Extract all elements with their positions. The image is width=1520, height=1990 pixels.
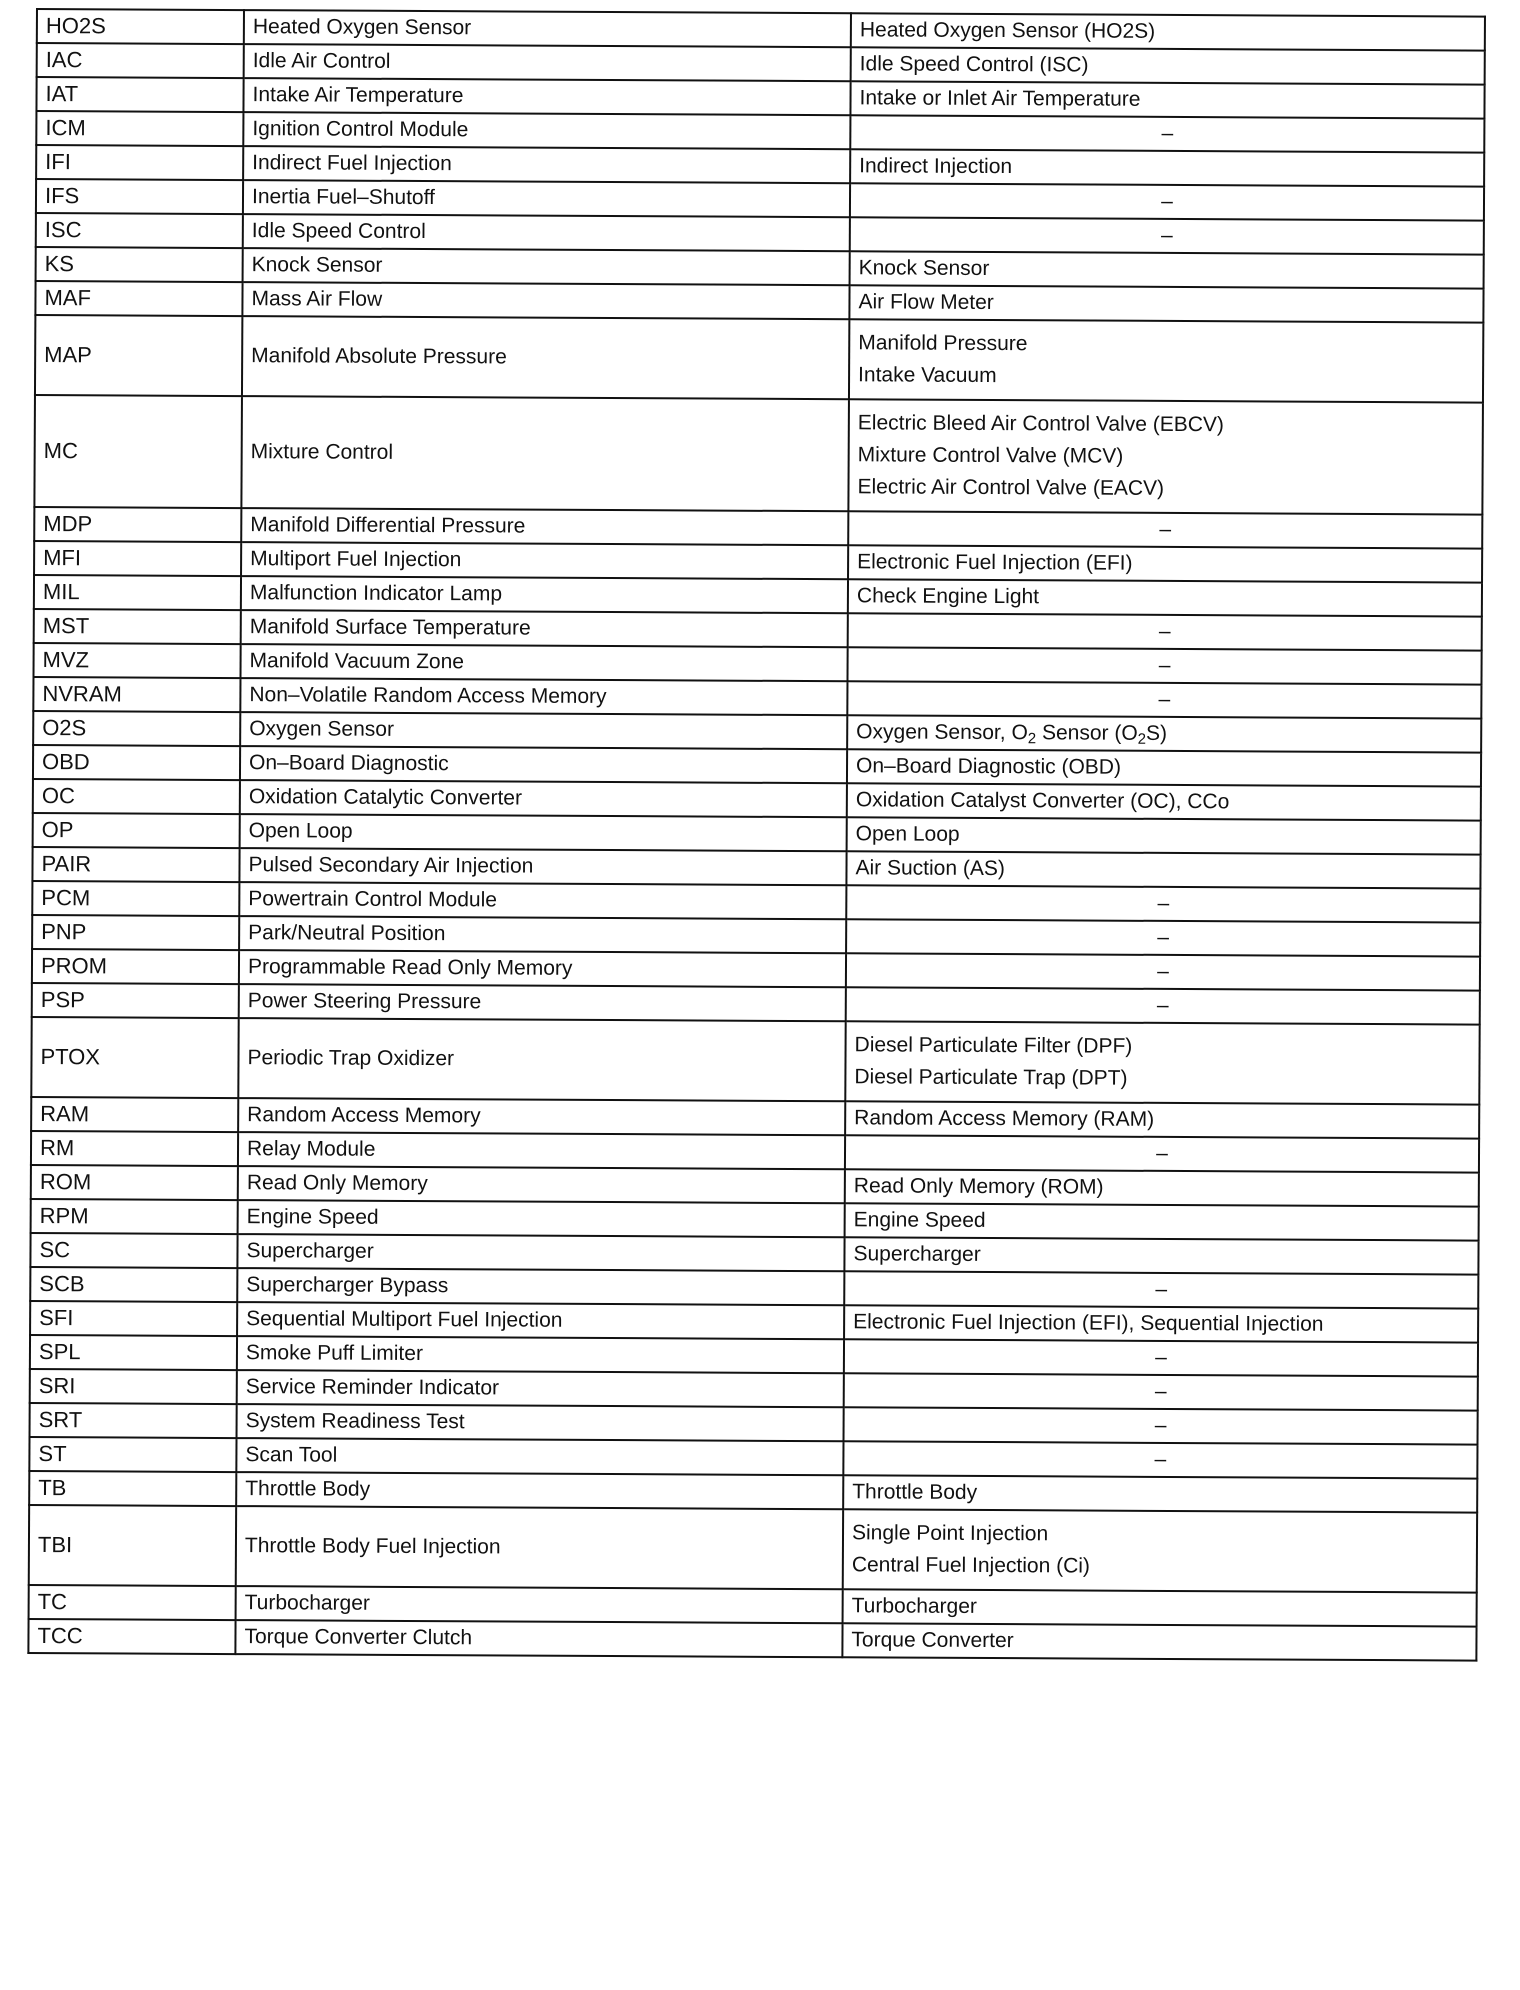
abbreviation-text: SRT (38, 1407, 83, 1433)
equivalent-text: – (1155, 1345, 1167, 1369)
abbreviation-text: TBI (37, 1532, 73, 1558)
abbreviation-cell (32, 949, 239, 984)
abbreviation-text: MAP (44, 342, 92, 368)
abbreviation-text: ISC (44, 217, 82, 243)
abbreviation-text: O2S (42, 715, 87, 741)
equivalent-cell (851, 13, 1485, 50)
equivalent-cell (844, 1271, 1478, 1308)
equivalent-cell (847, 749, 1481, 786)
equivalent-cell (845, 1101, 1479, 1138)
abbreviation-cell (31, 1017, 238, 1098)
term-text: Service Reminder Indicator (245, 1375, 500, 1400)
equivalent-text: Oxidation Catalyst Converter (OC), CCo (855, 788, 1230, 814)
equivalent-text: – (1157, 891, 1170, 915)
abbreviation-text: IFS (44, 183, 80, 209)
abbreviation-text: IFI (45, 149, 71, 175)
term-text: Relay Module (246, 1137, 376, 1161)
abbreviation-cell (36, 247, 243, 282)
term-cell (239, 916, 846, 953)
equivalent-text: Torque Converter (851, 1628, 1014, 1653)
equivalent-text: Indirect Injection (859, 154, 1013, 179)
abbreviation-cell (30, 1301, 237, 1336)
term-cell (240, 644, 847, 681)
abbreviation-cell (30, 1267, 237, 1302)
abbreviation-cell (30, 1369, 237, 1404)
equivalent-cell (846, 851, 1480, 888)
abbreviation-text: PROM (40, 953, 108, 979)
abbreviation-text: MAF (44, 285, 92, 311)
term-text: On–Board Diagnostic (248, 751, 449, 776)
term-text: Idle Speed Control (251, 219, 426, 244)
equivalent-cell (843, 1589, 1477, 1626)
term-cell (243, 248, 850, 285)
equivalent-text: Electronic Fuel Injection (EFI) (857, 550, 1133, 575)
equivalent-text: Electronic Fuel Injection (EFI), Sequential Injection (853, 1310, 1324, 1336)
abbreviation-text: HO2S (45, 13, 106, 39)
abbreviation-text: SRI (38, 1373, 76, 1399)
equivalent-text: – (1156, 993, 1169, 1017)
equivalent-text: – (1161, 121, 1174, 145)
term-cell (239, 950, 846, 987)
abbreviation-cell (31, 1131, 238, 1166)
abbreviation-text: SFI (39, 1305, 74, 1331)
abbreviation-cell (37, 9, 244, 44)
term-cell (244, 10, 851, 47)
term-text: Oxygen Sensor (249, 717, 395, 741)
term-cell (237, 1234, 844, 1271)
equivalent-text: Diesel Particulate Trap (DPT) (854, 1065, 1128, 1090)
abbreviation-cell (29, 1505, 236, 1586)
equivalent-cell (850, 251, 1484, 288)
equivalent-text: Mixture Control Valve (MCV) (857, 443, 1124, 468)
abbreviation-cell (35, 315, 242, 396)
term-text: Indirect Fuel Injection (252, 151, 452, 176)
equivalent-cell (844, 1305, 1478, 1342)
equivalent-cell (849, 319, 1483, 402)
term-text: Turbocharger (244, 1591, 371, 1615)
term-cell (241, 576, 848, 613)
term-text: Knock Sensor (251, 253, 383, 277)
equivalent-text: – (1161, 189, 1173, 213)
abbreviation-text: RM (39, 1135, 75, 1161)
term-cell (238, 1166, 845, 1203)
term-text: Manifold Differential Pressure (250, 513, 526, 538)
term-cell (243, 112, 850, 149)
term-cell (237, 1370, 844, 1407)
term-cell (237, 1302, 844, 1339)
abbreviation-cell (37, 43, 244, 78)
abbreviation-text: ST (38, 1441, 67, 1467)
term-cell (243, 146, 850, 183)
term-text: Park/Neutral Position (248, 921, 446, 946)
equivalent-cell (848, 613, 1482, 650)
term-text: Random Access Memory (247, 1103, 481, 1128)
term-cell (236, 1586, 843, 1623)
equivalent-text: – (1154, 1447, 1167, 1471)
abbreviation-cell (33, 677, 240, 712)
abbreviation-text: SCB (39, 1271, 85, 1297)
abbreviation-text: OC (41, 783, 75, 809)
equivalent-text: Intake or Inlet Air Temperature (859, 86, 1141, 111)
abbreviation-cell (34, 609, 241, 644)
abbreviation-cell (32, 847, 239, 882)
equivalent-cell (848, 399, 1483, 514)
equivalent-text: Throttle Body (852, 1480, 978, 1504)
term-text: Pulsed Secondary Air Injection (248, 853, 534, 878)
equivalent-text: Air Suction (AS) (855, 856, 1005, 881)
term-text: Sequential Multiport Fuel Injection (246, 1307, 563, 1332)
abbreviation-cell (36, 145, 243, 180)
equivalent-cell (846, 953, 1480, 990)
abbreviation-text: PTOX (40, 1044, 101, 1070)
abbreviation-cell (34, 541, 241, 576)
term-cell (242, 316, 849, 399)
abbreviation-text: MC (43, 438, 78, 464)
term-cell (242, 282, 849, 319)
equivalent-text: – (1156, 1141, 1168, 1165)
term-text: Malfunction Indicator Lamp (249, 581, 503, 606)
equivalent-cell (849, 285, 1483, 322)
equivalent-text: Random Access Memory (RAM) (854, 1106, 1155, 1131)
term-text: Heated Oxygen Sensor (252, 15, 472, 40)
abbreviation-cell (34, 395, 242, 508)
abbreviation-text: IAC (45, 47, 83, 73)
abbreviation-text: TC (37, 1589, 68, 1615)
equivalent-text: – (1158, 653, 1171, 677)
equivalent-cell (845, 1021, 1479, 1104)
abbreviation-text: MIL (42, 579, 80, 605)
term-text: Read Only Memory (246, 1171, 428, 1196)
term-cell (240, 712, 847, 749)
abbreviation-text: IAT (45, 81, 79, 107)
term-cell (240, 678, 847, 715)
equivalent-cell (851, 47, 1485, 84)
equivalent-text: Idle Speed Control (ISC) (859, 52, 1089, 77)
abbreviation-cell (36, 179, 243, 214)
term-cell (240, 814, 847, 851)
equivalent-text: Intake Vacuum (858, 363, 997, 388)
abbreviation-cell (30, 1403, 237, 1438)
abbreviation-text: MDP (43, 511, 93, 537)
abbreviation-cell (34, 507, 241, 542)
abbreviation-text: RPM (39, 1203, 89, 1229)
equivalent-cell (844, 1373, 1478, 1410)
term-cell (236, 1472, 843, 1509)
equivalent-text: – (1160, 223, 1173, 247)
abbreviation-text: PCM (41, 885, 91, 911)
equivalent-cell (844, 1237, 1478, 1274)
equivalent-cell (848, 545, 1482, 582)
table-body (28, 9, 1485, 1661)
term-cell (240, 746, 847, 783)
term-cell (243, 180, 850, 217)
abbreviation-cell (29, 1471, 236, 1506)
abbreviation-cell (28, 1619, 235, 1654)
abbreviation-cell (32, 983, 239, 1018)
abbreviation-text: SC (39, 1237, 71, 1263)
term-text: Power Steering Pressure (247, 989, 482, 1014)
abbreviation-cell (35, 281, 242, 316)
equivalent-cell (842, 1623, 1476, 1660)
equivalent-cell (844, 1339, 1478, 1376)
equivalent-text: Check Engine Light (856, 584, 1040, 609)
equivalent-cell (848, 579, 1482, 616)
table-row (28, 1619, 1476, 1661)
equivalent-cell (850, 115, 1484, 152)
term-cell (237, 1336, 844, 1373)
term-cell (235, 1620, 842, 1657)
term-cell (238, 1018, 845, 1101)
equivalent-cell (847, 715, 1481, 752)
term-cell (241, 610, 848, 647)
abbreviation-cell (33, 711, 240, 746)
equivalent-text: Electric Bleed Air Control Valve (EBCV) (857, 411, 1224, 437)
equivalent-cell (848, 511, 1482, 548)
abbreviation-cell (36, 213, 243, 248)
abbreviation-cell (32, 881, 239, 916)
term-cell (236, 1506, 843, 1589)
abbreviation-cell (32, 915, 239, 950)
abbreviation-text: TB (38, 1475, 67, 1501)
term-text: Powertrain Control Module (248, 887, 498, 912)
abbreviation-text: KS (44, 251, 75, 277)
equivalent-cell (845, 1135, 1479, 1172)
abbreviation-cell (29, 1585, 236, 1620)
term-text: Supercharger Bypass (246, 1273, 449, 1298)
equivalent-text: Central Fuel Injection (Ci) (851, 1553, 1091, 1578)
term-cell (243, 78, 850, 115)
term-text: Supercharger (246, 1239, 374, 1263)
abbreviation-cell (36, 77, 243, 112)
abbreviation-text: PNP (41, 919, 87, 945)
term-cell (240, 780, 847, 817)
equivalent-text: – (1159, 517, 1172, 541)
abbreviation-text: ROM (39, 1169, 92, 1195)
term-text: Mixture Control (250, 440, 394, 464)
term-cell (241, 508, 848, 545)
abbreviation-text: OBD (41, 749, 90, 775)
abbreviation-cell (36, 111, 243, 146)
equivalent-cell (847, 681, 1481, 718)
equivalent-cell (845, 1169, 1479, 1206)
equivalent-cell (843, 1475, 1477, 1512)
equivalent-cell (850, 183, 1484, 220)
abbreviation-text: PSP (40, 987, 85, 1013)
equivalent-text: Air Flow Meter (858, 290, 994, 315)
term-text: Manifold Surface Temperature (249, 615, 531, 640)
abbreviation-cell (33, 813, 240, 848)
equivalent-cell (850, 81, 1484, 118)
abbreviation-text: MFI (43, 545, 82, 571)
term-cell (237, 1404, 844, 1441)
abbreviation-cell (33, 779, 240, 814)
equivalent-text: – (1158, 619, 1171, 643)
equivalent-cell (846, 919, 1480, 956)
term-cell (238, 1098, 845, 1135)
abbreviation-text: RAM (40, 1101, 90, 1127)
equivalent-cell (843, 1509, 1477, 1592)
equivalent-cell (846, 885, 1480, 922)
abbreviation-cell (33, 643, 240, 678)
equivalent-cell (850, 149, 1484, 186)
abbreviation-text: OP (41, 817, 74, 843)
equivalent-text: Supercharger (853, 1242, 981, 1266)
abbreviation-table (27, 8, 1486, 1662)
equivalent-text: – (1154, 1379, 1167, 1403)
term-text: Idle Air Control (252, 49, 391, 73)
equivalent-text: Oxygen Sensor, $O_2$ Sensor $(O_2S)$ (856, 720, 1168, 748)
term-text: Inertia Fuel–Shutoff (251, 185, 435, 210)
equivalent-text: Engine Speed (853, 1208, 986, 1232)
term-text: Smoke Puff Limiter (245, 1341, 424, 1366)
term-text: Open Loop (248, 819, 353, 843)
term-text: Scan Tool (245, 1443, 338, 1467)
abbreviation-text: PAIR (41, 851, 92, 877)
equivalent-cell (850, 217, 1484, 254)
abbreviation-cell (29, 1437, 236, 1472)
equivalent-text: Diesel Particulate Filter (DPF) (854, 1033, 1133, 1058)
term-cell (238, 1132, 845, 1169)
abbreviation-cell (30, 1233, 237, 1268)
term-text: Periodic Trap Oxidizer (247, 1046, 455, 1071)
term-cell (239, 848, 846, 885)
term-text: Throttle Body (245, 1477, 371, 1501)
term-cell (241, 396, 849, 511)
term-cell (243, 214, 850, 251)
table-row (31, 1017, 1479, 1105)
abbreviation-cell (34, 575, 241, 610)
equivalent-text: Heated Oxygen Sensor (HO2S) (859, 18, 1156, 43)
equivalent-cell (847, 817, 1481, 854)
term-text: Multiport Fuel Injection (250, 547, 462, 572)
abbreviation-cell (31, 1097, 238, 1132)
abbreviation-cell (33, 745, 240, 780)
term-text: Programmable Read Only Memory (247, 955, 573, 980)
term-text: Ignition Control Module (252, 117, 469, 142)
table-row (35, 315, 1483, 403)
abbreviation-cell (31, 1199, 238, 1234)
equivalent-text: – (1157, 925, 1170, 949)
term-cell (238, 1200, 845, 1237)
equivalent-cell (847, 647, 1481, 684)
table-row (34, 395, 1483, 515)
abbreviation-text: MVZ (42, 647, 90, 673)
term-text: Mass Air Flow (251, 287, 383, 311)
equivalent-text: Electric Air Control Valve (EACV) (857, 475, 1165, 500)
equivalent-text: Single Point Injection (851, 1521, 1049, 1546)
equivalent-text: Manifold Pressure (858, 331, 1028, 356)
term-text: Manifold Absolute Pressure (251, 344, 507, 369)
term-cell (239, 984, 846, 1021)
equivalent-cell (846, 987, 1480, 1024)
equivalent-text: Knock Sensor (858, 256, 990, 280)
abbreviation-text: NVRAM (42, 681, 122, 707)
abbreviation-text: TCC (37, 1623, 83, 1649)
term-text: Torque Converter Clutch (244, 1625, 473, 1650)
term-text: Throttle Body Fuel Injection (244, 1534, 501, 1559)
term-cell (239, 882, 846, 919)
equivalent-text: – (1158, 687, 1171, 711)
term-cell (237, 1268, 844, 1305)
equivalent-text: – (1155, 1277, 1168, 1301)
abbreviation-text: SPL (38, 1339, 81, 1365)
equivalent-text: Read Only Memory (ROM) (853, 1174, 1104, 1199)
term-cell (244, 44, 851, 81)
abbreviation-cell (30, 1335, 237, 1370)
table-row (29, 1505, 1477, 1593)
equivalent-text: On–Board Diagnostic (OBD) (855, 754, 1122, 779)
equivalent-text: – (1157, 959, 1169, 983)
term-text: Oxidation Catalytic Converter (248, 785, 523, 810)
abbreviation-text: ICM (45, 115, 86, 141)
term-text: Intake Air Temperature (252, 83, 464, 108)
equivalent-text: Turbocharger (851, 1594, 978, 1618)
equivalent-cell (847, 783, 1481, 820)
term-text: Non–Volatile Random Access Memory (249, 683, 607, 708)
abbreviation-text: MST (42, 613, 90, 639)
equivalent-cell (845, 1203, 1479, 1240)
equivalent-text: Open Loop (855, 822, 960, 846)
abbreviation-cell (31, 1165, 238, 1200)
term-text: Engine Speed (246, 1205, 379, 1229)
term-text: Manifold Vacuum Zone (249, 649, 465, 674)
term-cell (241, 542, 848, 579)
term-cell (236, 1438, 843, 1475)
term-text: System Readiness Test (245, 1409, 465, 1434)
equivalent-cell (843, 1441, 1477, 1478)
equivalent-text: – (1154, 1413, 1167, 1437)
equivalent-cell (844, 1407, 1478, 1444)
